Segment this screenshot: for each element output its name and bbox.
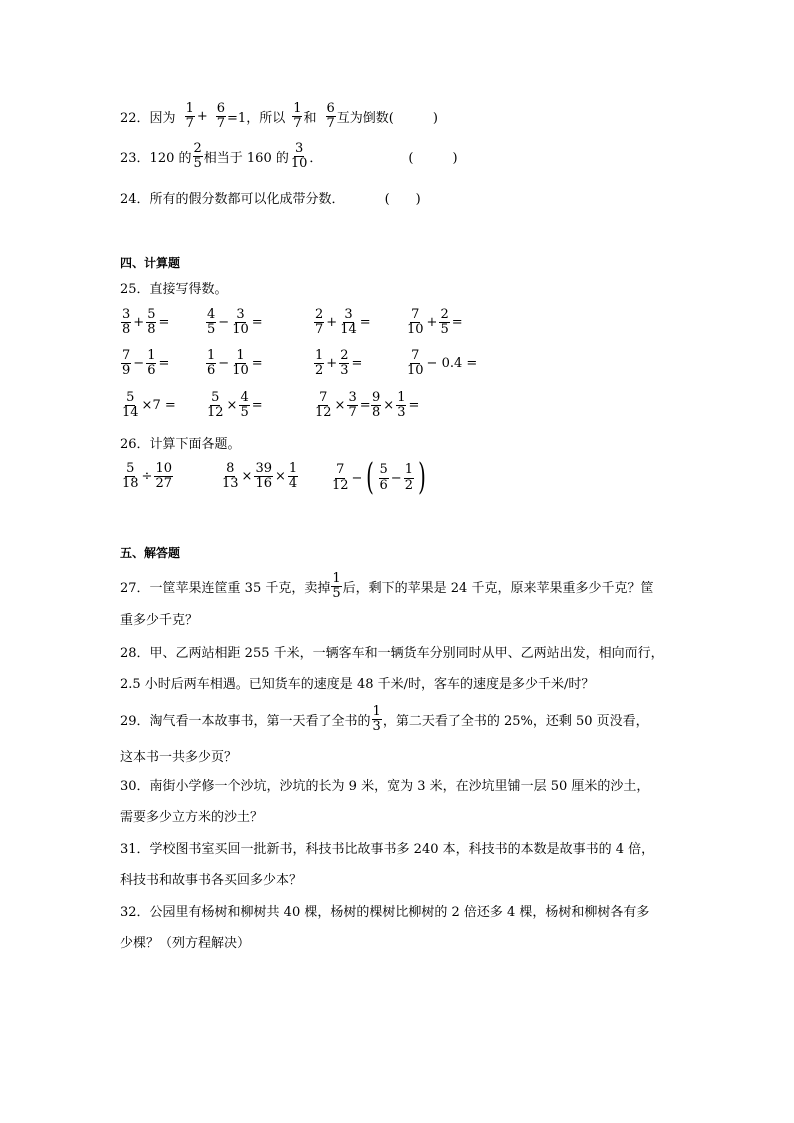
fraction: 3 10: [290, 141, 308, 172]
fraction: 6 7: [326, 101, 335, 132]
question-29: 29．淘气看一本故事书，第一天看了全书的 1 3 ，第二天看了全书的 25%，还剩 50 页没看，: [120, 704, 649, 735]
oral-calc-item: 7 10 − 0.4 =: [407, 348, 478, 379]
worksheet-page: 22． 因为 1 7 + $\frac{6}{7}$ =1，所以 1 7 和 6 7 互为倒数( ) 23． 120 的 2 5 相当于 160 的 3 10 ． ( ) 24． 所有的假分数都可以化成带分数． ( ) 四、计算题 25．直接写得数。 3 8 + $\frac{5}{8}$ = 4 5 − $\frac{3}{10}$ = 2 7 + $\frac{3}{14}$ = 7 10 + $\frac{2}{5}$ = 7 9 − $\frac{1}{6}$ = 1 6 − $\frac{1}{10}$ = 1 2 + $\frac{2}{3}$ = 7 10 − 0.4 = $\frac{5}{14}$ ×7 = $\frac{5}{12}$ × $\frac{4}{5}$ = $\frac{7}{12}$ × $\frac{3}{7}$ = $\frac{9}{8}$ × $\frac{1}{3}$ = 26．计算下面各题。 $\frac{5}{18}$ ÷ $\frac{10}{27}$ $\frac{8}{13}$ × $\frac{39}{16}$ × $\frac{1}{4}$ 7 12 − ( 5 6 − $\frac{1}{2}$ ) 五、解答题 27．一筐苹果连筐重 35 千克，卖掉 1 5 后，剩下的苹果是 24 千克，原来苹果重多少千克？筐 重多少千克？ 28．甲、乙两站相距 255 千米，一辆客车和一辆货车分别同时从甲、乙两站出发，相向而行， 2.5 小时后两车相遇。已知货车的速度是 48 千米/时，客车的速度是多少千米/时？ 29．淘气看一本故事书，第一天看了全书的 1 3 ，第二天看了全书的 25%，还剩 50 页没看， 这本书一共多少页？ 30．南街小学修一个沙坑，沙坑的长为 9 米，宽为 3 米，在沙坑里铺一层 50 厘米的沙土， 需要多少立方米的沙土？ 31．学校图书室买回一批新书，科技书比故事书多 240 本，科技书的本数是故事书的 4 倍， 科技书和故事书各买回多少本？ 32．公园里有杨树和柳树共 40 棵，杨树的棵树比柳树的 2 倍还多 4 棵，杨树和柳树各有多 少棵？（列方程解决）: [120, 101, 664, 951]
fraction: $\frac{6}{7}$: [216, 101, 226, 132]
oral-calc-item: 4 5 − $\frac{3}{10}$ =: [207, 307, 263, 338]
oral-calc-item: 1 6 − $\frac{1}{10}$ =: [207, 348, 263, 379]
calc-expression: $\frac{5}{18}$ ÷ $\frac{10}{27}$: [122, 461, 172, 492]
fraction: 1 7: [293, 101, 302, 132]
fraction: 2 5: [193, 141, 202, 172]
oral-calc-item: 7 10 + $\frac{2}{5}$ =: [407, 307, 463, 338]
question-28: 28．甲、乙两站相距 255 千米，一辆客车和一辆货车分别同时从甲、乙两站出发，相向而行，: [120, 646, 664, 661]
answer-blank[interactable]: ( ): [408, 151, 458, 167]
question-24: 24． 所有的假分数都可以化成带分数． ( ): [120, 188, 421, 207]
question-32: 32．公园里有杨树和柳树共 40 棵，杨树的棵树比柳树的 2 倍还多 4 棵，杨树和柳树各有多: [120, 905, 650, 920]
oral-calc-item: $\frac{9}{8}$ × $\frac{1}{3}$ =: [372, 390, 420, 421]
fraction: 1 7: [185, 101, 194, 132]
question-26: 26．计算下面各题。: [120, 437, 241, 452]
oral-calc-item: 7 9 − $\frac{1}{6}$ =: [122, 348, 170, 379]
oral-calc-item: $\frac{7}{12}$ × $\frac{3}{7}$ =: [315, 390, 371, 421]
section-heading-calculation: 四、计算题: [120, 256, 181, 270]
question-30: 30．南街小学修一个沙坑，沙坑的长为 9 米，宽为 3 米，在沙坑里铺一层 50 厘米的沙土，: [120, 779, 650, 794]
question-number: 22．: [120, 111, 150, 127]
calc-expression: 7 12 − ( 5 6 − $\frac{1}{2}$ ): [332, 457, 426, 498]
question-23: 23． 120 的 2 5 相当于 160 的 3 10 ． ( ): [120, 141, 458, 172]
question-number: 24．: [120, 192, 150, 207]
answer-blank[interactable]: ( ): [384, 192, 421, 207]
answer-blank[interactable]: ): [393, 111, 438, 127]
question-25: 25．直接写得数。: [120, 282, 228, 297]
question-27: 27．一筐苹果连筐重 35 千克，卖掉 1 5 后，剩下的苹果是 24 千克，原来苹果重多少千克？筐: [120, 571, 654, 602]
oral-calc-item: $\frac{5}{14}$ ×7 =: [122, 390, 176, 421]
oral-calc-item: 1 2 + $\frac{2}{3}$ =: [315, 348, 363, 379]
oral-calc-item: 2 7 + $\frac{3}{14}$ =: [315, 307, 371, 338]
section-heading-word-problems: 五、解答题: [120, 546, 181, 560]
oral-calc-item: 3 8 + $\frac{5}{8}$ =: [122, 307, 170, 338]
question-number: 23．: [120, 151, 150, 167]
question-31: 31．学校图书室买回一批新书，科技书比故事书多 240 本，科技书的本数是故事书的 4 倍，: [120, 842, 655, 857]
question-22: 22． 因为 1 7 + $\frac{6}{7}$ =1，所以 1 7 和 6 7 互为倒数( ): [120, 101, 438, 132]
calc-expression: $\frac{8}{13}$ × $\frac{39}{16}$ × $\frac{1}{4}$: [222, 461, 298, 492]
oral-calc-item: $\frac{5}{12}$ × $\frac{4}{5}$ =: [207, 390, 263, 421]
